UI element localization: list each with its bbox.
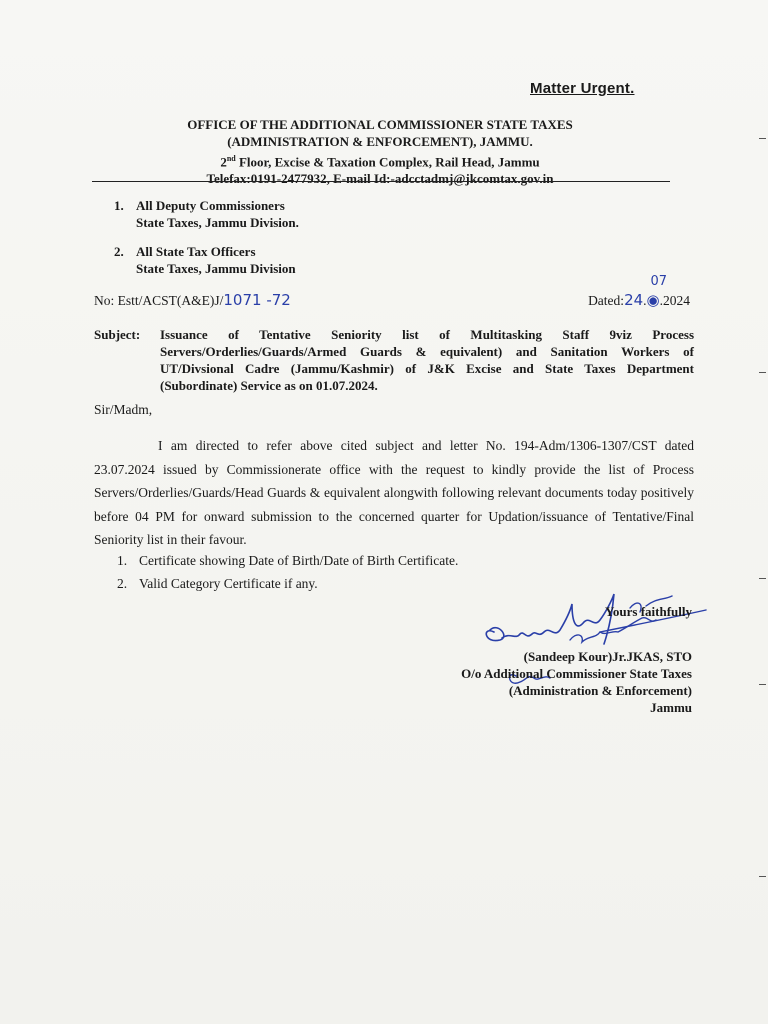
- addressee-item: 1. All Deputy Commissioners State Taxes, Jammu Division.: [114, 198, 299, 230]
- signatory-name: (Sandeep Kour)Jr.JKAS, STO: [523, 649, 692, 664]
- body-paragraph: I am directed to refer above cited subject and letter No. 194-Adm/1306-1307/CST dated 23.07.2024 issued by Commissionerate office with the request to kindly provide the list of Process Servers/Orderlies/Guards/Head Guards & equivalent alongwith following relevant documents today positively before 04 PM for onward submission to the concerned quarter for Updation/issuance of Tentative/Final Seniority list in their favour.: [94, 438, 694, 547]
- signatory-details: (Sandeep Kour)Jr.JKAS, STO O/o Additional Commissioner State Taxes (Administration & Enforcement) Jammu: [461, 649, 692, 715]
- scan-artifact: [759, 138, 766, 139]
- scan-artifact: [759, 578, 766, 579]
- scan-artifact: [759, 684, 766, 685]
- office-name: OFFICE OF THE ADDITIONAL COMMISSIONER STATE TAXES: [187, 117, 573, 132]
- office-contact: Telefax:0191-2477932, E-mail Id:-adcctadmj@jkcomtax.gov.in: [206, 171, 554, 187]
- office-division: (ADMINISTRATION & ENFORCEMENT), JAMMU.: [227, 134, 533, 149]
- reference-line: [94, 274, 690, 309]
- scan-artifact: [759, 876, 766, 877]
- subject-label: Subject:: [94, 327, 141, 342]
- scan-artifact: [759, 372, 766, 373]
- letter-date: Dated:24. 07 ◉.2024: [588, 274, 690, 309]
- addressee-item: 2. All State Tax Officers State Taxes, Jammu Division: [114, 244, 296, 276]
- addressee-list: [114, 197, 299, 289]
- signature-block: [420, 596, 720, 716]
- reference-number: No: Estt/ACST(A&E)J/1071 -72: [94, 291, 291, 309]
- closing: Yours faithfully: [604, 604, 692, 619]
- urgency-note: Matter Urgent.: [530, 80, 635, 97]
- enclosure-list: [117, 549, 458, 595]
- handwritten-number: 1071 -72: [223, 291, 291, 309]
- list-item: 2. Valid Category Certificate if any.: [117, 576, 318, 591]
- office-address: 2nd Floor, Excise & Taxation Complex, Rail Head, Jammu: [220, 154, 540, 170]
- list-item: 1. Certificate showing Date of Birth/Date of Birth Certificate.: [117, 553, 459, 568]
- letterhead: [90, 116, 670, 187]
- salutation: Sir/Madm,: [94, 402, 153, 417]
- letterhead-divider: [92, 181, 670, 182]
- subject-text: Issuance of Tentative Seniority list of Multitasking Staff 9viz Process Servers/Orderlies/Guards/Armed Guards & equivalent) and Sanitation Workers of UT/Divsional Cadre (Jammu/Kashmir) of J&K Excise and State Taxes Department (Subordinate) Service as on 01.07.2024.: [160, 327, 694, 393]
- subject-block: [94, 326, 694, 394]
